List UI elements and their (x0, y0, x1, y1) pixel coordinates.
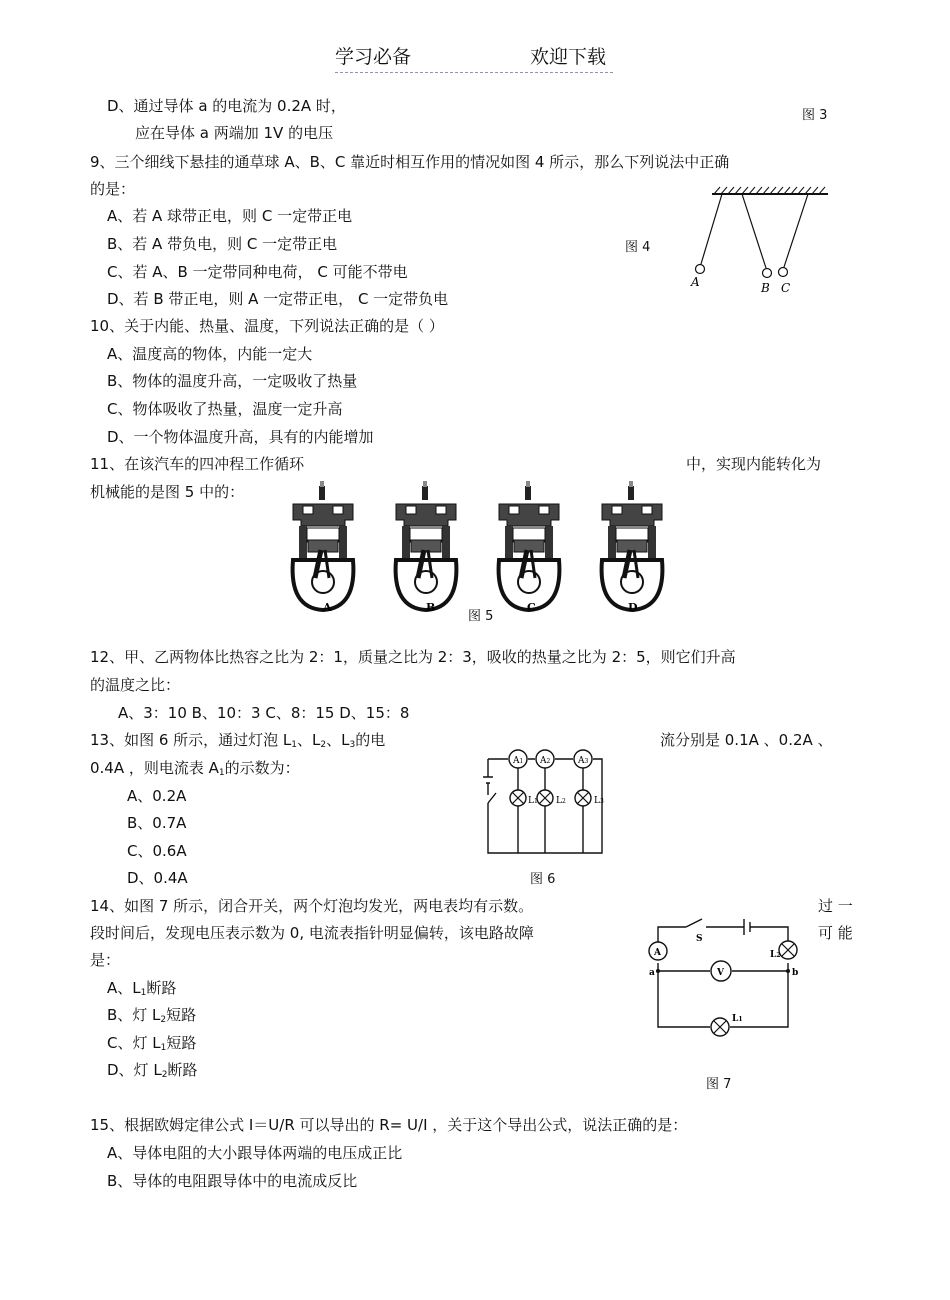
svg-text:A3: A3 (578, 756, 589, 766)
q8-option-d-line1: D、通过导体 a 的电流为 0.2A 时， (107, 97, 346, 115)
pith-ball-a (696, 265, 705, 274)
label-c: C (781, 281, 791, 295)
fig6-parallel-circuit (470, 743, 640, 863)
svg-text:L3: L3 (594, 796, 604, 806)
q15-option-a: A、导体电阻的大小跟导体两端的电压成正比 (107, 1144, 403, 1162)
q13-option-c: C、0.6A (127, 842, 187, 860)
q14-stem-line2: 段时间后，发现电压表示数为 0, 电流表指针明显偏转，该电路故障 (90, 924, 534, 942)
q14-a-text: A、L (107, 979, 141, 997)
q11-stem-line1a: 11、在该汽车的四冲程工作循环 (90, 455, 305, 473)
q14-option-b: B、灯 $L_2$短路 (107, 1006, 197, 1025)
header-right: 欢迎下载 (530, 46, 607, 68)
q14-stem-line1: 14、如图 7 所示，闭合开关，两个灯泡均发光，两电表均有示数。 (90, 897, 534, 915)
fig7-circuit (648, 905, 808, 1040)
header-left: 学习必备 (335, 46, 412, 68)
q12-stem-line1: 12、甲、乙两物体比热容之比为 2：1，质量之比为 2：3，吸收的热量之比为 2：5，则它们升高 (90, 648, 736, 666)
svg-text:A: A (654, 948, 661, 958)
q13-stem2-part: 0.4A ，则电流表 A (90, 759, 219, 777)
svg-text:V: V (717, 968, 724, 978)
q13-stem-part2: 的电 (355, 731, 386, 749)
q13-option-b: B、0.7A (127, 814, 187, 832)
q13-stem-line2: 0.4A ，则电流表 $A_1$的示数为： (90, 759, 300, 778)
q14-stem-line1-right: 过 一 (818, 897, 853, 915)
q13-option-a: A、0.2A (127, 787, 187, 805)
fig5-engine-strokes (285, 478, 680, 618)
q9-stem-line2: 的是： (90, 180, 136, 198)
engine-label-d: D (628, 601, 638, 614)
svg-text:a: a (649, 968, 655, 978)
engine-label-b: B (426, 601, 436, 614)
fig4-caption: 图 4 (625, 240, 651, 255)
fig6-caption: 图 6 (530, 872, 556, 887)
q11-stem-line1b: 中，实现内能转化为 (686, 455, 822, 473)
q14-c-tail: 短路 (166, 1034, 197, 1052)
q14-b-text: B、灯 L (107, 1006, 161, 1024)
q9-option-b: B、若 A 带负电，则 C 一定带正电 (107, 235, 338, 253)
q14-option-c: C、灯 $L_1$短路 (107, 1034, 197, 1053)
q13-stem2-part2: 的示数为： (224, 759, 300, 777)
q13-stem-line1c: 流分别是 0.1A 、0.2A 、 (660, 731, 833, 749)
q10-option-b: B、物体的温度升高，一定吸收了热量 (107, 372, 358, 390)
svg-text:A2: A2 (540, 756, 551, 766)
q9-option-d: D、若 B 带正电，则 A 一定带正电， C 一定带负电 (107, 290, 449, 308)
q10-option-d: D、一个物体温度升高，具有的内能增加 (107, 428, 374, 446)
q15-option-b: B、导体的电阻跟导体中的电流成反比 (107, 1172, 358, 1190)
engine-label-c: C (527, 601, 536, 614)
fig4-pith-balls (690, 185, 835, 300)
pith-ball-c (779, 268, 788, 277)
label-b: B (761, 281, 770, 295)
q13-stem-line1a: 13、如图 6 所示，通过灯泡 $L_1$、$L_2$、$L_3$的电 (90, 731, 386, 750)
header-divider (335, 72, 613, 73)
q14-stem-line2-right: 可 能 (818, 924, 853, 942)
q14-c-text: C、灯 L (107, 1034, 161, 1052)
q14-option-a: A、$L_1$断路 (107, 979, 177, 998)
q12-stem-line2: 的温度之比： (90, 676, 181, 694)
q11-stem-line2: 机械能的是图 5 中的： (90, 483, 245, 501)
q10-option-a: A、温度高的物体，内能一定大 (107, 345, 313, 363)
q14-option-d: D、灯 $L_2$断路 (107, 1061, 198, 1080)
pith-ball-b (763, 269, 772, 278)
label-a: A (691, 275, 700, 289)
svg-text:L2: L2 (556, 796, 566, 806)
q14-d-text: D、灯 L (107, 1061, 162, 1079)
fig3-caption: 图 3 (802, 108, 828, 123)
engine-label-a: A (323, 601, 332, 614)
q14-a-tail: 断路 (146, 979, 177, 997)
q8-option-d-line2: 应在导体 a 两端加 1V 的电压 (135, 124, 334, 142)
fig7-caption: 图 7 (706, 1077, 732, 1092)
svg-text:A1: A1 (513, 756, 524, 766)
q9-option-c: C、若 A、B 一定带同种电荷， C 可能不带电 (107, 263, 408, 281)
q10-option-c: C、物体吸收了热量，温度一定升高 (107, 400, 343, 418)
fig5-caption: 图 5 (468, 609, 494, 624)
q10-stem: 10、关于内能、热量、温度，下列说法正确的是（ ） (90, 317, 444, 335)
svg-text:b: b (792, 968, 799, 978)
svg-text:L1: L1 (528, 796, 538, 806)
q14-b-tail: 短路 (166, 1006, 197, 1024)
q9-stem-line1: 9、三个细线下悬挂的通草球 A、B、C 靠近时相互作用的情况如图 4 所示，那么下列说法中正确 (90, 153, 730, 171)
q12-options: A、3：10 B、10：3 C、8：15 D、15：8 (118, 704, 410, 722)
svg-text:S: S (696, 934, 703, 944)
q14-stem-line3: 是： (90, 951, 121, 969)
q14-d-tail: 断路 (167, 1061, 198, 1079)
svg-text:L1: L1 (732, 1014, 743, 1024)
q15-stem: 15、根据欧姆定律公式 I＝U/R 可以导出的 R= U/I ，关于这个导出公式，说法正确的是： (90, 1116, 688, 1134)
q9-option-a: A、若 A 球带正电，则 C 一定带正电 (107, 207, 353, 225)
q13-stem-part: 13、如图 6 所示，通过灯泡 L (90, 731, 292, 749)
q13-option-d: D、0.4A (127, 869, 188, 887)
svg-text:L2: L2 (770, 950, 781, 960)
